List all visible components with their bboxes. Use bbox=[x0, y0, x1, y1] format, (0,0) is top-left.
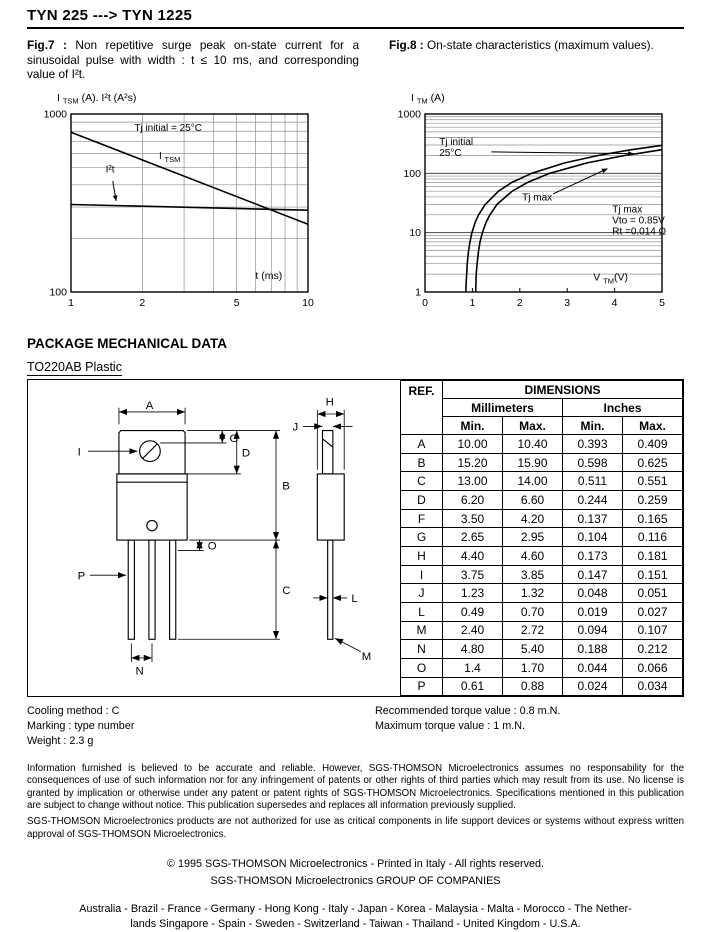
value-cell: 2.65 bbox=[443, 528, 503, 547]
dimension-row bbox=[401, 658, 683, 677]
figure-7-caption bbox=[27, 38, 359, 82]
ref-cell: F bbox=[401, 509, 443, 528]
copyright-line: © 1995 SGS-THOMSON Microelectronics - Printed in Italy - All rights reserved. bbox=[167, 858, 544, 871]
svg-text:5: 5 bbox=[659, 297, 665, 310]
value-cell: 6.60 bbox=[503, 491, 563, 510]
value-cell: 10.00 bbox=[443, 435, 503, 454]
title-rule bbox=[27, 27, 684, 29]
svg-text:2: 2 bbox=[139, 297, 146, 310]
dimension-letter-A: A bbox=[145, 400, 154, 413]
figure-7-caption-text: Non repetitive surge peak on-state current for a sinusoidal pulse with width : t ≤ 10 ms, and corresponding value of I²t. bbox=[27, 38, 360, 82]
chart-annotation: Rt =0.014 Ω bbox=[612, 226, 667, 238]
x-axis-label: V $_{TM}$(V) bbox=[593, 271, 629, 286]
value-cell: 4.80 bbox=[443, 640, 503, 659]
dimension-row bbox=[401, 621, 683, 640]
value-cell: 0.551 bbox=[623, 472, 683, 491]
value-cell: 0.259 bbox=[623, 491, 683, 510]
figure-captions-row bbox=[27, 38, 684, 82]
value-cell: 0.151 bbox=[623, 565, 683, 584]
ref-cell: J bbox=[401, 584, 443, 603]
dimension-letter-H: H bbox=[325, 396, 334, 409]
dimension-row bbox=[401, 435, 683, 454]
package-box bbox=[27, 379, 684, 697]
table-header-in-min: Min. bbox=[563, 417, 623, 435]
value-cell: 5.40 bbox=[503, 640, 563, 659]
dimension-row bbox=[401, 453, 683, 472]
ref-cell: L bbox=[401, 602, 443, 621]
value-cell: 1.32 bbox=[503, 584, 563, 603]
value-cell: 0.024 bbox=[563, 677, 623, 696]
fig7-y-axis-label: I $_{TSM}$ (A). I²t (A²s) bbox=[57, 92, 137, 106]
value-cell: 4.60 bbox=[503, 547, 563, 566]
value-cell: 13.00 bbox=[443, 472, 503, 491]
dimension-row bbox=[401, 677, 683, 696]
ref-cell: H bbox=[401, 547, 443, 566]
fig8-on-state-chart bbox=[391, 107, 673, 315]
value-cell: 2.95 bbox=[503, 528, 563, 547]
value-cell: 4.20 bbox=[503, 509, 563, 528]
value-cell: 15.20 bbox=[443, 453, 503, 472]
value-cell: 0.70 bbox=[503, 602, 563, 621]
package-subtitle: TO220AB Plastic bbox=[27, 360, 122, 375]
dimension-row bbox=[401, 491, 683, 510]
chart-annotation: Tj initial = 25°C bbox=[134, 123, 202, 135]
dimension-letter-M: M bbox=[361, 651, 372, 664]
countries-lines bbox=[27, 902, 684, 932]
value-cell: 10.40 bbox=[503, 435, 563, 454]
page-title: TYN 225 ---> TYN 1225 bbox=[27, 7, 193, 24]
dimension-letter-G: G bbox=[229, 433, 239, 446]
value-cell: 0.212 bbox=[623, 640, 683, 659]
ref-cell: D bbox=[401, 491, 443, 510]
value-cell: 0.511 bbox=[563, 472, 623, 491]
dimension-letter-D: D bbox=[241, 447, 251, 460]
value-cell: 2.40 bbox=[443, 621, 503, 640]
svg-text:4: 4 bbox=[611, 297, 618, 310]
value-cell: 0.393 bbox=[563, 435, 623, 454]
value-cell: 0.051 bbox=[623, 584, 683, 603]
ref-cell: O bbox=[401, 658, 443, 677]
svg-text:100: 100 bbox=[49, 286, 67, 299]
dimension-row bbox=[401, 602, 683, 621]
value-cell: 1.70 bbox=[503, 658, 563, 677]
ref-cell: N bbox=[401, 640, 443, 659]
table-header-in-max: Max. bbox=[623, 417, 683, 435]
chart-annotation: 25°C bbox=[439, 148, 462, 160]
ref-cell: G bbox=[401, 528, 443, 547]
value-cell: 3.50 bbox=[443, 509, 503, 528]
dimensions-table bbox=[400, 380, 683, 696]
value-cell: 0.598 bbox=[563, 453, 623, 472]
svg-text:3: 3 bbox=[564, 297, 571, 310]
maximum-torque-note: Maximum torque value : 1 m.N. bbox=[375, 720, 526, 733]
ref-cell: M bbox=[401, 621, 443, 640]
figures-charts-row bbox=[27, 92, 684, 320]
series-itsm bbox=[71, 132, 308, 224]
value-cell: 0.147 bbox=[563, 565, 623, 584]
value-cell: 0.116 bbox=[623, 528, 683, 547]
svg-text:0: 0 bbox=[422, 297, 428, 310]
value-cell: 0.409 bbox=[623, 435, 683, 454]
value-cell: 3.85 bbox=[503, 565, 563, 584]
x-axis-label: t (ms) bbox=[255, 270, 283, 283]
dimension-letter-P: P bbox=[77, 570, 86, 583]
value-cell: 14.00 bbox=[503, 472, 563, 491]
value-cell: 1.23 bbox=[443, 584, 503, 603]
svg-text:5: 5 bbox=[233, 297, 240, 310]
group-of-companies-line: SGS-THOMSON Microelectronics GROUP OF COMPANIES bbox=[210, 875, 501, 888]
value-cell: 2.72 bbox=[503, 621, 563, 640]
package-front-view bbox=[117, 431, 187, 640]
figure-8-label: Fig.8 : bbox=[389, 38, 424, 52]
value-cell: 4.40 bbox=[443, 547, 503, 566]
value-cell: 0.88 bbox=[503, 677, 563, 696]
svg-text:10: 10 bbox=[302, 297, 314, 310]
value-cell: 6.20 bbox=[443, 491, 503, 510]
fig7-chart-block bbox=[37, 92, 319, 320]
figure-7-label: Fig.7 : bbox=[27, 38, 67, 52]
ref-cell: B bbox=[401, 453, 443, 472]
value-cell: 0.244 bbox=[563, 491, 623, 510]
package-notes-left bbox=[27, 704, 375, 749]
dimension-letter-N: N bbox=[135, 665, 144, 678]
value-cell: 0.137 bbox=[563, 509, 623, 528]
ref-cell: A bbox=[401, 435, 443, 454]
page-footer bbox=[27, 858, 684, 932]
svg-text:1000: 1000 bbox=[43, 108, 67, 121]
fig8-chart-block bbox=[391, 92, 673, 320]
package-section-title: PACKAGE MECHANICAL DATA bbox=[27, 336, 227, 352]
dimension-letter-O: O bbox=[207, 540, 217, 553]
countries-line-2: lands Singapore - Spain - Sweden - Switzerland - Taiwan - Thailand - United Kingdom - U.S.A. bbox=[130, 918, 581, 931]
svg-text:2: 2 bbox=[516, 297, 523, 310]
dimension-letter-L: L bbox=[351, 593, 358, 606]
value-cell: 0.066 bbox=[623, 658, 683, 677]
value-cell: 0.104 bbox=[563, 528, 623, 547]
to220-outline-drawing bbox=[28, 380, 400, 696]
value-cell: 0.61 bbox=[443, 677, 503, 696]
dimension-row bbox=[401, 547, 683, 566]
table-header-inches: Inches bbox=[563, 399, 683, 417]
legal-text bbox=[27, 763, 684, 842]
package-notes bbox=[27, 704, 684, 749]
value-cell: 0.49 bbox=[443, 602, 503, 621]
dimension-row bbox=[401, 584, 683, 603]
value-cell: 0.094 bbox=[563, 621, 623, 640]
svg-text:1: 1 bbox=[68, 297, 74, 310]
chart-annotation: Vto = 0.85V bbox=[612, 215, 665, 227]
value-cell: 0.173 bbox=[563, 547, 623, 566]
cooling-method-note: Cooling method : C bbox=[27, 705, 120, 718]
chart-annotation: Tj max bbox=[612, 204, 643, 216]
weight-note: Weight : 2.3 g bbox=[27, 735, 94, 748]
fig8-y-axis-label: I $_{TM}$ (A) bbox=[411, 92, 445, 106]
svg-text:1: 1 bbox=[469, 297, 476, 310]
figure-8-caption bbox=[389, 38, 684, 82]
table-header-millimeters: Millimeters bbox=[443, 399, 563, 417]
value-cell: 0.165 bbox=[623, 509, 683, 528]
dimension-letter-I: I bbox=[77, 446, 81, 459]
svg-text:1: 1 bbox=[415, 286, 421, 299]
dimension-row bbox=[401, 640, 683, 659]
value-cell: 0.034 bbox=[623, 677, 683, 696]
legal-paragraph-2: SGS-THOMSON Microelectronics products are not authorized for use as critical components in life support devices or systems without express written approval of SGS-THOMSON Microelectronics. bbox=[27, 815, 684, 840]
value-cell: 0.044 bbox=[563, 658, 623, 677]
ref-cell: C bbox=[401, 472, 443, 491]
dimension-row bbox=[401, 528, 683, 547]
value-cell: 0.181 bbox=[623, 547, 683, 566]
value-cell: 15.90 bbox=[503, 453, 563, 472]
dimension-letter-B: B bbox=[282, 480, 290, 493]
ref-cell: P bbox=[401, 677, 443, 696]
dimension-letter-C: C bbox=[282, 585, 291, 598]
package-notes-right bbox=[375, 704, 560, 749]
package-drawing bbox=[28, 380, 400, 696]
table-header-mm-max: Max. bbox=[503, 417, 563, 435]
table-header-ref: REF. bbox=[401, 381, 443, 435]
dimension-row bbox=[401, 509, 683, 528]
figure-8-caption-text: On-state characteristics (maximum values). bbox=[427, 38, 654, 52]
value-cell: 0.188 bbox=[563, 640, 623, 659]
dimension-lines bbox=[88, 408, 361, 662]
svg-text:10: 10 bbox=[409, 227, 421, 240]
value-cell: 0.048 bbox=[563, 584, 623, 603]
chart-annotation: I²t bbox=[105, 164, 115, 176]
ref-cell: I bbox=[401, 565, 443, 584]
package-side-view bbox=[317, 431, 344, 640]
chart-annotation: Tj initial bbox=[439, 137, 474, 149]
svg-text:1000: 1000 bbox=[397, 108, 421, 121]
svg-text:100: 100 bbox=[403, 168, 421, 181]
table-header-dimensions: DIMENSIONS bbox=[443, 381, 683, 399]
chart-annotation: I $_{TSM}$ bbox=[158, 151, 181, 165]
value-cell: 0.625 bbox=[623, 453, 683, 472]
dimension-row bbox=[401, 565, 683, 584]
fig7-surge-current-chart bbox=[37, 107, 319, 315]
value-cell: 1.4 bbox=[443, 658, 503, 677]
table-header-mm-min: Min. bbox=[443, 417, 503, 435]
chart-annotation: Tj max bbox=[522, 192, 553, 204]
value-cell: 0.019 bbox=[563, 602, 623, 621]
recommended-torque-note: Recommended torque value : 0.8 m.N. bbox=[375, 705, 561, 718]
dimension-letter-J: J bbox=[292, 421, 299, 434]
marking-note: Marking : type number bbox=[27, 720, 135, 733]
value-cell: 0.027 bbox=[623, 602, 683, 621]
value-cell: 0.107 bbox=[623, 621, 683, 640]
legal-paragraph-1: Information furnished is believed to be accurate and reliable. However, SGS-THOMSON Microelectronics assumes no responsability for the consequences of use of such information nor for any infringement of patents or other rights of third parties which may result from its use. No license is granted by implication or otherwise under any patent or patent rights of SGS-THOMSON Microelectronics. Specifications mentioned in this publication are subject to change without notice. This publication supersedes and replaces all information previously supplied. bbox=[27, 762, 684, 812]
value-cell: 3.75 bbox=[443, 565, 503, 584]
countries-line-1: Australia - Brazil - France - Germany - Hong Kong - Italy - Japan - Korea - Malaysia - Malta - Morocco - The Nether- bbox=[79, 903, 632, 916]
dimension-row bbox=[401, 472, 683, 491]
dimensions-table-area bbox=[400, 380, 683, 696]
